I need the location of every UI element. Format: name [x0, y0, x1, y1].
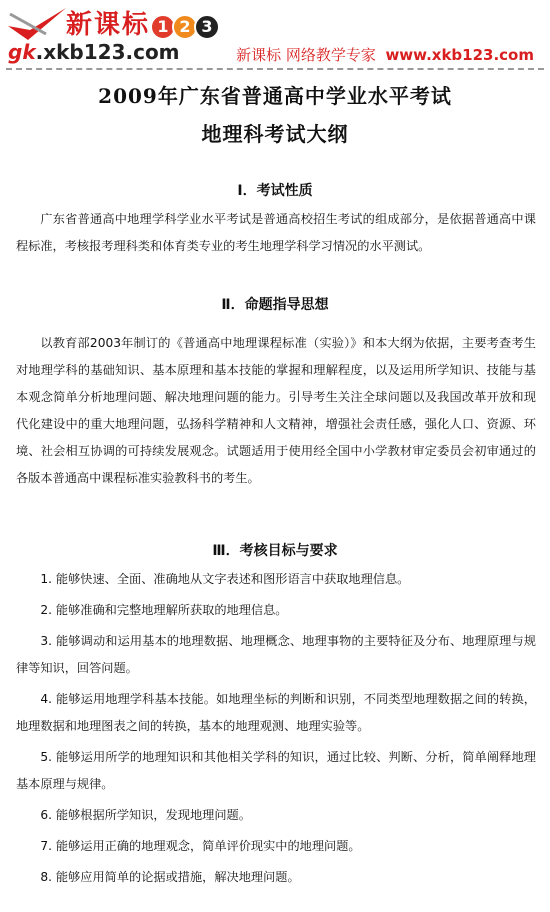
logo-brand-text: 新课标 — [66, 10, 151, 40]
slogan-url-link[interactable]: www.xkb123.com — [385, 46, 534, 64]
section-paragraph-nature: 广东省普通高中地理学科学业水平考试是普通高校招生考试的组成部分，是依据普通高中课程标准，考核报考理科类和体育类专业的考生地理学科学习情况的水平测试。 — [16, 212, 536, 253]
header-slogan — [236, 44, 534, 65]
site-header — [0, 0, 550, 72]
logo-badge-2: 2 — [172, 14, 198, 40]
list-item: 4. 能够运用地理学科基本技能。如地理坐标的判断和识别，不同类型地理数据之间的转换，地理数据和地理图表之间的转换，基本的地理观测、地理实验等。 — [16, 692, 536, 733]
section-heading-nature: Ⅰ．考试性质 — [237, 183, 313, 199]
list-item: 6. 能够根据所学知识，发现地理问题。 — [40, 808, 251, 822]
logo-badge-1: 1 — [150, 14, 176, 40]
list-item: 3. 能够调动和运用基本的地理数据、地理概念、地理事物的主要特征及分布、地理原理与规律等知识，回答问题。 — [16, 634, 536, 675]
section-heading-objectives: Ⅲ．考核目标与要求 — [212, 543, 338, 559]
logo-number-badges — [150, 14, 220, 40]
logo-badge-3: 3 — [194, 14, 220, 40]
list-item: 8. 能够应用简单的论据或措施，解决地理问题。 — [40, 870, 300, 884]
logo-url-prefix: gk — [8, 40, 36, 64]
objectives-list — [16, 566, 536, 895]
header-divider — [6, 68, 544, 70]
list-item: 7. 能够运用正确的地理观念，简单评价现实中的地理问题。 — [40, 839, 361, 853]
checkmark-logo-icon — [6, 4, 68, 44]
document-subtitle: 地理科考试大纲 — [201, 122, 349, 146]
slogan-text: 新课标 网络教学专家 — [236, 46, 376, 64]
list-item: 2. 能够准确和完整地理解所获取的地理信息。 — [40, 603, 288, 617]
list-item: 1. 能够快速、全面、准确地从文字表述和图形语言中获取地理信息。 — [40, 572, 410, 586]
section-heading-guiding-principle: Ⅱ．命题指导思想 — [221, 297, 329, 313]
section-paragraph-guiding-principle: 以教育部2003年制订的《普通高中地理课程标准（实验）》和本大纲为依据，主要考查考生对地理学科的基础知识、基本原理和基本技能的掌握和理解程度，以及运用所学知识、技能与基本观念简单分析地理问题、解决地理问题的能力。引导考生关注全球问题以及我国改革开放和现代化建设中的重大地理问题，弘扬科学精神和人文精神，增强社会责任感，强化人口、资源、环境、社会相互协调的可持续发展观念。试题适用于使用经全国中小学教材审定委员会初审通过的各版本普通高中课程标准实验教科书的考生。 — [16, 336, 536, 485]
list-item: 5. 能够运用所学的地理知识和其他相关学科的知识，通过比较、判断、分析，简单阐释地理基本原理与规律。 — [16, 750, 536, 791]
document-title: 2009年广东省普通高中学业水平考试 — [98, 84, 452, 108]
logo-url-domain: .xkb123.com — [35, 40, 180, 64]
logo-url[interactable] — [8, 40, 180, 64]
